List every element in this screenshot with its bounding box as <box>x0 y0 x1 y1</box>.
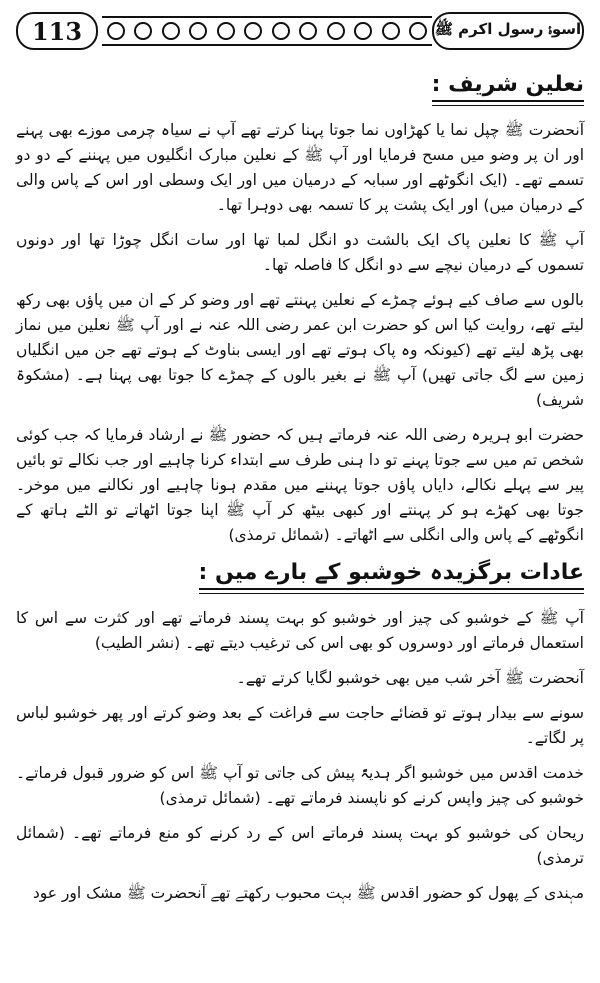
paragraph: مہندی کے پھول کو حضور اقدس ﷺ بہت محبوب رکھتے تھے آنحضرت ﷺ مشک اور عود <box>32 884 584 902</box>
paragraph: آپ ﷺ کے خوشبو کی چیز اور خوشبو کو بہت پسند فرماتے تھے اور کثرت سے اس کا استعمال فرماتے اور دوسروں کو بھی اس کی ترغیب دیتے تھے۔ (نشر الطیب) <box>16 609 584 652</box>
paragraph: حضرت ابو ہریرہ رضی اللہ عنہ فرماتے ہیں کہ حضور ﷺ نے ارشاد فرمایا کہ جب کوئی شخص تم میں سے جوتا پہنے تو دا ہنی طرف سے ابتداء کرنا چاہیے اور جب نکالے تو بائیں پیر سے پہلے نکالے، دایاں پاؤں جوتا پہننے میں مقدم ہونا چاہیے اور نکالنے میں موخر۔ جوتا بھی کھڑے ہو کر پہنتے اور کبھی بیٹھ کر آپ ﷺ اپنا جوتا اٹھاتے تو الٹے ہاتھ کے انگوٹھے کے پاس والی انگلی سے اٹھاتے۔ (شمائل ترمذی) <box>16 426 584 544</box>
section-heading-nalain: نعلین شریف : <box>432 70 584 106</box>
paragraph: آپ ﷺ کا نعلین پاک ایک بالشت دو انگل لمبا تھا اور سات انگل چوڑا تھا اور دونوں تسموں کے درمیان نیچے سے دو انگل کا فاصلہ تھا۔ <box>16 231 584 274</box>
paragraph: آنحضرت ﷺ چپل نما یا کھڑاوں نما جوتا پہنا کرتے تھے آپ نے سیاہ چرمی موزے بھی پہنے اور ان پر وضو میں مسح فرمایا اور آپ ﷺ کے نعلین مبارک انگلیوں میں پہننے کے دو دو تسمے تھے۔ (ایک انگوٹھے اور سبابہ کے درمیان میں اور ایک وسطی اور اس کے پاس والی کے درمیان میں) اور ایک پشت پر کا تسمہ بھی دوہرا تھا۔ <box>16 121 584 214</box>
page-content <box>10 68 590 916</box>
page-header <box>10 6 590 54</box>
section-heading-khushbu: عادات برگزیدہ خوشبو کے بارے میں : <box>199 558 584 594</box>
paragraph: بالوں سے صاف کیے ہوئے چمڑے کے نعلین پہنتے تھے اور وضو کر کے ان میں پاؤں بھی رکھ لیتے تھے، روایت کیا اس کو حضرت ابن عمر رضی اللہ عنہ نے اور آپ ﷺ نعلین میں نماز بھی پڑھ لیتے تھے (کیونکہ وہ پاک ہوتے تھے اور ایسی بناوٹ کے ہوتے تھے جن میں انگلیاں زمین سے لگ جاتی تھیں) آپ ﷺ نے بغیر بالوں کے چمڑے کا جوتا بھی پہنا ہے۔ (مشکوۃ شریف) <box>16 291 584 409</box>
paragraph: آنحضرت ﷺ آخر شب میں بھی خوشبو لگایا کرتے تھے۔ <box>236 669 584 687</box>
header-ornament <box>102 16 432 46</box>
page-number: 113 <box>16 12 98 50</box>
book-title: اسوۂ رسول اکرم ﷺ <box>432 12 584 50</box>
paragraph: ریحان کی خوشبو کو بہت پسند فرماتے اس کے رد کرنے کو منع فرماتے تھے۔ (شمائل ترمذی) <box>16 824 584 867</box>
page <box>10 6 590 976</box>
paragraph: خدمت اقدس میں خوشبو اگر ہدیۃً پیش کی جاتی تو آپ ﷺ اس کو ضرور قبول فرماتے۔ خوشبو کی چیز واپس کرنے کو ناپسند فرماتے تھے۔ (شمائل ترمذی) <box>16 764 584 807</box>
paragraph: سونے سے بیدار ہوتے تو قضائے حاجت سے فراغت کے بعد وضو کرتے اور پھر خوشبو لباس پر لگاتے۔ <box>16 704 584 747</box>
